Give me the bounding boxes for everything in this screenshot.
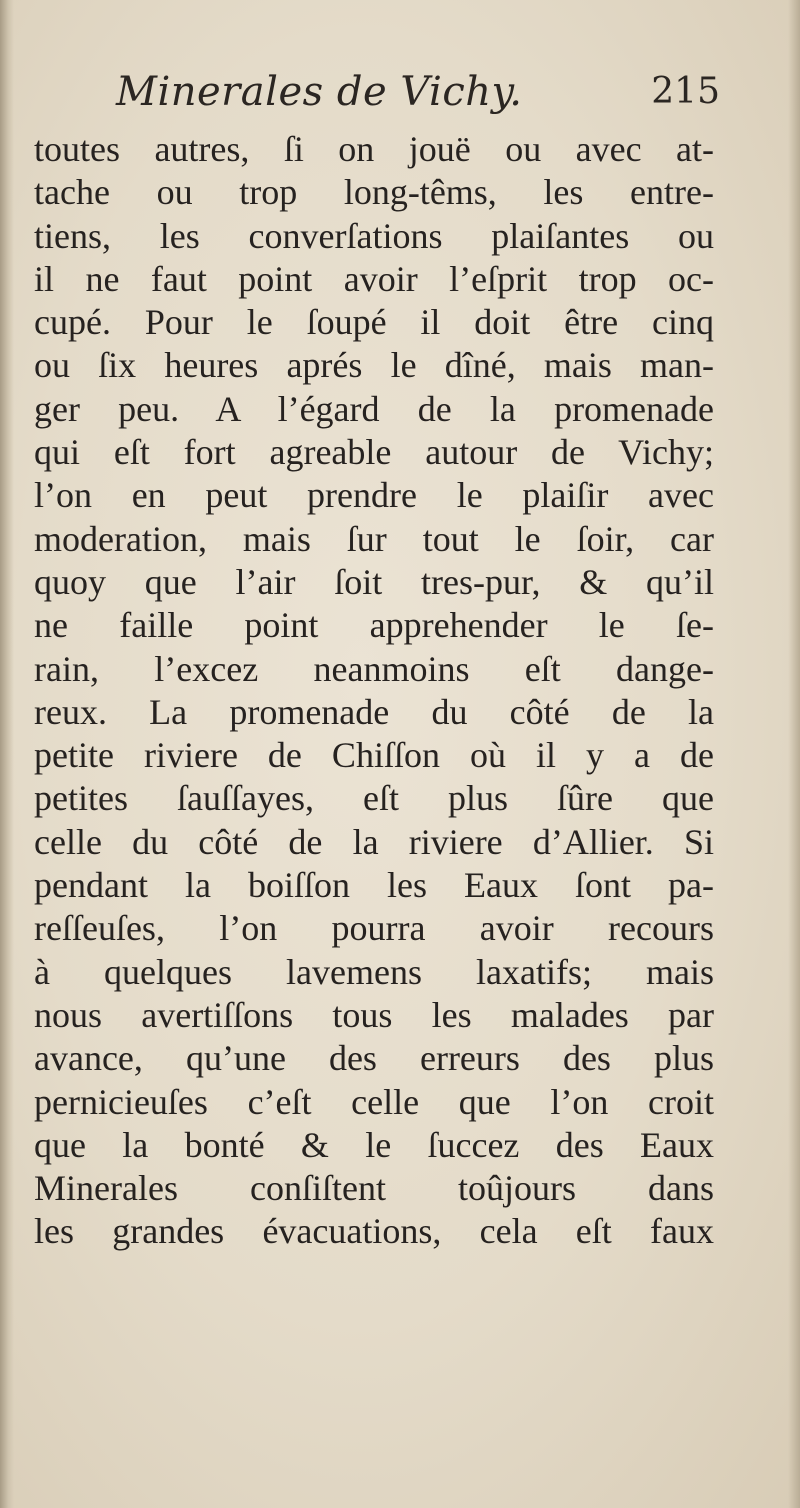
- text-line: reſſeuſes, l’on pourra avoir recours: [34, 908, 714, 949]
- text-line: pernicieuſes c’eſt celle que l’on croit: [34, 1081, 714, 1122]
- text-line: petites ſauſſayes, eſt plus ſûre que: [34, 778, 714, 819]
- text-line: ger peu. A l’égard de la promenade: [34, 388, 714, 429]
- text-line: quoy que l’air ſoit tres-pur, & qu’il: [34, 561, 714, 602]
- text-line: que la bonté & le ſuccez des Eaux: [34, 1124, 714, 1165]
- page-edge-shadow: [788, 0, 800, 1508]
- text-line: ou ſix heures aprés le dîné, mais man-: [34, 345, 714, 386]
- text-line: rain, l’excez neanmoins eſt dange-: [34, 648, 714, 689]
- text-line: les grandes évacuations, cela eſt faux: [34, 1211, 714, 1252]
- text-line: celle du côté de la riviere d’Allier. Si: [34, 821, 714, 862]
- running-title: Minerales de Vichy.: [116, 69, 523, 115]
- text-line: petite riviere de Chiſſon où il y a de: [34, 735, 714, 776]
- body-text: [34, 128, 714, 1254]
- text-line: à quelques lavemens laxatifs; mais: [34, 951, 714, 992]
- text-line: qui eſt fort agreable autour de Vichy;: [34, 432, 714, 473]
- text-line: cupé. Pour le ſoupé il doit être cinq: [34, 302, 714, 343]
- text-line: Minerales conſiſtent toûjours dans: [34, 1168, 714, 1209]
- text-line: tiens, les converſations plaiſantes ou: [34, 215, 714, 256]
- page-header: [40, 62, 720, 126]
- text-line: avance, qu’une des erreurs des plus: [34, 1038, 714, 1079]
- text-line: l’on en peut prendre le plaiſir avec: [34, 475, 714, 516]
- text-line: moderation, mais ſur tout le ſoir, car: [34, 518, 714, 559]
- text-line: nous avertiſſons tous les malades par: [34, 994, 714, 1035]
- text-line: il ne faut point avoir l’eſprit trop oc-: [34, 258, 714, 299]
- text-line: ne faille point apprehender le ſe-: [34, 605, 714, 646]
- text-line: pendant la boiſſon les Eaux ſont pa-: [34, 865, 714, 906]
- binding-edge: [0, 0, 14, 1508]
- text-line: toutes autres, ſi on jouë ou avec at-: [34, 129, 714, 169]
- page-number: 215: [651, 71, 720, 112]
- text-line: tache ou trop long-têms, les entre-: [34, 172, 714, 213]
- text-line: reux. La promenade du côté de la: [34, 691, 714, 732]
